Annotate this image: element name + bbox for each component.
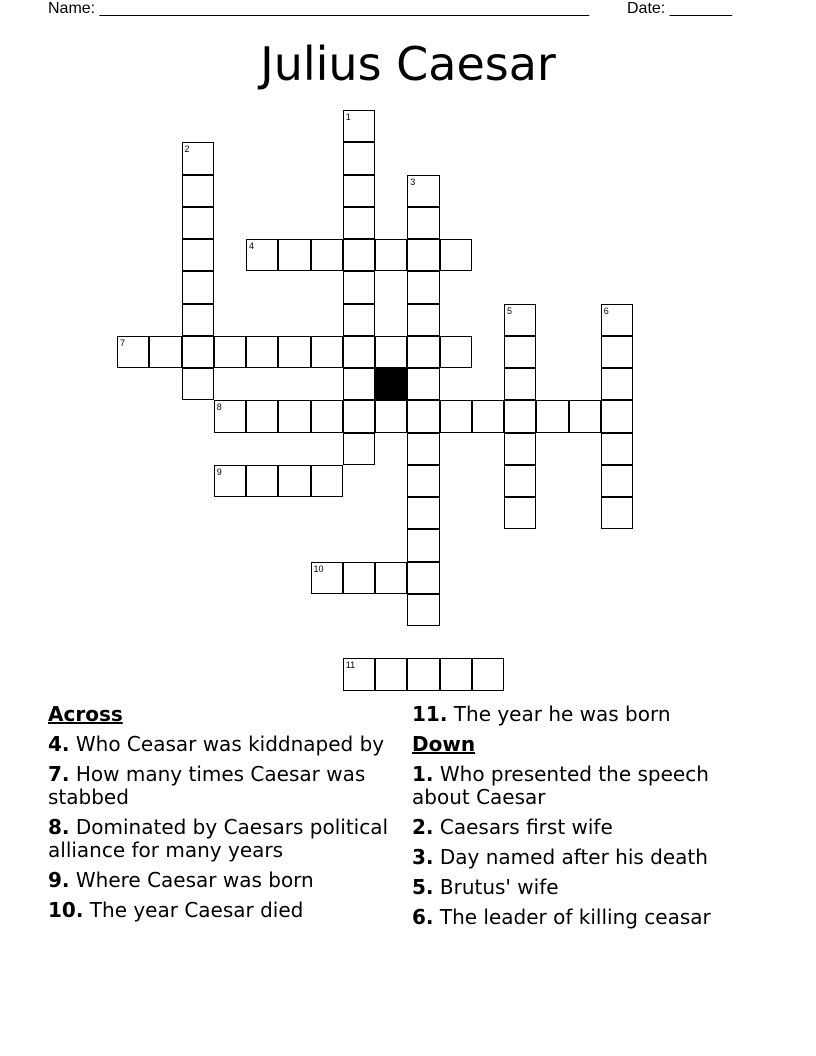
clue-number-label: 5. bbox=[412, 875, 434, 899]
grid-cell[interactable] bbox=[407, 658, 439, 690]
black-cell bbox=[375, 368, 407, 400]
grid-cell[interactable] bbox=[407, 336, 439, 368]
grid-cell[interactable] bbox=[407, 529, 439, 561]
clue-text: Who Ceasar was kiddnaped by bbox=[69, 732, 385, 756]
clue-number-label: 11. bbox=[412, 702, 448, 726]
grid-cell[interactable] bbox=[343, 562, 375, 594]
grid-cell[interactable] bbox=[504, 336, 536, 368]
grid-cell[interactable] bbox=[504, 400, 536, 432]
grid-cell[interactable] bbox=[601, 304, 633, 336]
grid-cell[interactable] bbox=[246, 465, 278, 497]
grid-cell[interactable] bbox=[343, 336, 375, 368]
clue-item bbox=[412, 816, 752, 839]
grid-cell[interactable] bbox=[343, 175, 375, 207]
grid-cell[interactable] bbox=[278, 465, 310, 497]
grid-cell[interactable] bbox=[407, 433, 439, 465]
grid-cell[interactable] bbox=[214, 400, 246, 432]
grid-cell[interactable] bbox=[246, 239, 278, 271]
grid-cell[interactable] bbox=[343, 400, 375, 432]
clue-item bbox=[48, 733, 400, 756]
grid-cell[interactable] bbox=[601, 336, 633, 368]
clues-left-column bbox=[48, 703, 400, 929]
clue-number: 9 bbox=[216, 466, 222, 477]
clue-number: 11 bbox=[345, 660, 356, 671]
grid-cell[interactable] bbox=[407, 304, 439, 336]
grid-cell[interactable] bbox=[407, 368, 439, 400]
grid-cell[interactable] bbox=[504, 304, 536, 336]
grid-cell[interactable] bbox=[311, 400, 343, 432]
clue-item bbox=[48, 763, 400, 809]
across-clue-list bbox=[48, 733, 400, 922]
clue-text: Brutus' wife bbox=[433, 875, 559, 899]
clue-number: 8 bbox=[216, 402, 222, 413]
grid-cell[interactable] bbox=[311, 239, 343, 271]
grid-cell[interactable] bbox=[440, 658, 472, 690]
down-heading: Down bbox=[412, 732, 476, 756]
clue-number-label: 3. bbox=[412, 845, 434, 869]
clue-item bbox=[48, 869, 400, 892]
grid-cell[interactable] bbox=[407, 497, 439, 529]
clue-text: The year Caesar died bbox=[83, 898, 304, 922]
grid-cell[interactable] bbox=[278, 336, 310, 368]
clue-text: Caesars first wife bbox=[433, 815, 613, 839]
clue-number: 1 bbox=[345, 112, 351, 122]
grid-cell[interactable] bbox=[504, 465, 536, 497]
grid-cell[interactable] bbox=[407, 175, 439, 207]
grid-cell[interactable] bbox=[182, 175, 214, 207]
grid-cell[interactable] bbox=[472, 400, 504, 432]
clue-item bbox=[48, 899, 400, 922]
page-title: Julius Caesar bbox=[260, 37, 556, 91]
grid-cell[interactable] bbox=[343, 110, 375, 142]
grid-cell[interactable] bbox=[601, 465, 633, 497]
clue-item bbox=[412, 846, 752, 869]
grid-cell[interactable] bbox=[407, 271, 439, 303]
clue-text: The leader of killing ceasar bbox=[433, 905, 711, 929]
grid-cell[interactable] bbox=[472, 658, 504, 690]
grid-cell[interactable] bbox=[504, 368, 536, 400]
grid-cell[interactable] bbox=[343, 304, 375, 336]
grid-cell[interactable] bbox=[343, 368, 375, 400]
grid-cell[interactable] bbox=[343, 207, 375, 239]
clue-item bbox=[48, 816, 400, 862]
grid-cell[interactable] bbox=[311, 562, 343, 594]
clue-item bbox=[412, 906, 752, 929]
clue-number: 4 bbox=[249, 241, 255, 251]
grid-cell[interactable] bbox=[504, 433, 536, 465]
clue-number-label: 2. bbox=[412, 815, 434, 839]
grid-cell[interactable] bbox=[375, 239, 407, 271]
clue-text: Where Caesar was born bbox=[69, 868, 314, 892]
grid-cell[interactable] bbox=[440, 400, 472, 432]
clue-number: 7 bbox=[120, 337, 126, 348]
clue-number: 2 bbox=[184, 144, 190, 155]
clue-number: 10 bbox=[313, 563, 324, 574]
clue-number-label: 6. bbox=[412, 905, 434, 929]
grid-cell[interactable] bbox=[407, 465, 439, 497]
grid-cell[interactable] bbox=[117, 336, 149, 368]
grid-cell[interactable] bbox=[375, 336, 407, 368]
clue-number-label: 7. bbox=[48, 762, 70, 786]
grid-cell[interactable] bbox=[343, 433, 375, 465]
grid-cell[interactable] bbox=[601, 497, 633, 529]
grid-cell[interactable] bbox=[246, 400, 278, 432]
grid-cell[interactable] bbox=[214, 336, 246, 368]
grid-cell[interactable] bbox=[407, 400, 439, 432]
clue-number-label: 10. bbox=[48, 898, 84, 922]
grid-cell[interactable] bbox=[440, 239, 472, 271]
clue-number-label: 9. bbox=[48, 868, 70, 892]
grid-cell[interactable] bbox=[343, 658, 375, 690]
clue-text: The year he was born bbox=[447, 702, 671, 726]
across-heading: Across bbox=[48, 702, 123, 726]
grid-cell[interactable] bbox=[214, 465, 246, 497]
grid-cell[interactable] bbox=[182, 271, 214, 303]
clue-number-label: 8. bbox=[48, 815, 70, 839]
clues-right-column bbox=[412, 703, 752, 936]
date-field[interactable]: Date: _______ bbox=[627, 0, 732, 17]
clue-number: 5 bbox=[507, 305, 513, 316]
clue-number: 3 bbox=[410, 176, 416, 187]
clue-number-label: 4. bbox=[48, 732, 70, 756]
grid-cell[interactable] bbox=[182, 368, 214, 400]
grid-cell[interactable] bbox=[536, 400, 568, 432]
across-clue-list-continued bbox=[412, 703, 752, 726]
grid-cell[interactable] bbox=[407, 562, 439, 594]
grid-cell[interactable] bbox=[569, 400, 601, 432]
grid-cell[interactable] bbox=[440, 336, 472, 368]
grid-cell[interactable] bbox=[375, 658, 407, 690]
name-field[interactable]: Name: _______________________________________________________ bbox=[48, 0, 589, 17]
grid-cell[interactable] bbox=[278, 400, 310, 432]
grid-cell[interactable] bbox=[407, 207, 439, 239]
grid-cell[interactable] bbox=[407, 594, 439, 626]
grid-cell[interactable] bbox=[601, 433, 633, 465]
grid-cell[interactable] bbox=[149, 336, 181, 368]
grid-cell[interactable] bbox=[375, 562, 407, 594]
grid-cell[interactable] bbox=[246, 336, 278, 368]
grid-cell[interactable] bbox=[407, 239, 439, 271]
grid-cell[interactable] bbox=[311, 465, 343, 497]
clue-number-label: 1. bbox=[412, 762, 434, 786]
clue-text: Who presented the speech about Caesar bbox=[412, 762, 709, 809]
grid-cell[interactable] bbox=[601, 368, 633, 400]
clue-text: Day named after his death bbox=[433, 845, 708, 869]
clue-item bbox=[412, 763, 752, 809]
grid-cell[interactable] bbox=[182, 304, 214, 336]
grid-cell[interactable] bbox=[182, 336, 214, 368]
grid-cell[interactable] bbox=[182, 239, 214, 271]
grid-cell[interactable] bbox=[504, 497, 536, 529]
grid-cell[interactable] bbox=[311, 336, 343, 368]
grid-cell[interactable] bbox=[343, 142, 375, 174]
clue-text: How many times Caesar was stabbed bbox=[48, 762, 366, 809]
grid-cell[interactable] bbox=[278, 239, 310, 271]
down-clue-list bbox=[412, 763, 752, 929]
clue-item bbox=[412, 703, 752, 726]
clue-text: Dominated by Caesars political alliance for many years bbox=[48, 815, 389, 862]
clue-item bbox=[412, 876, 752, 899]
clue-number: 6 bbox=[603, 305, 609, 316]
grid-cell[interactable] bbox=[601, 400, 633, 432]
grid-cell[interactable] bbox=[343, 239, 375, 271]
grid-cell[interactable] bbox=[375, 400, 407, 432]
grid-cell[interactable] bbox=[182, 142, 214, 174]
grid-cell[interactable] bbox=[182, 207, 214, 239]
grid-cell[interactable] bbox=[343, 271, 375, 303]
